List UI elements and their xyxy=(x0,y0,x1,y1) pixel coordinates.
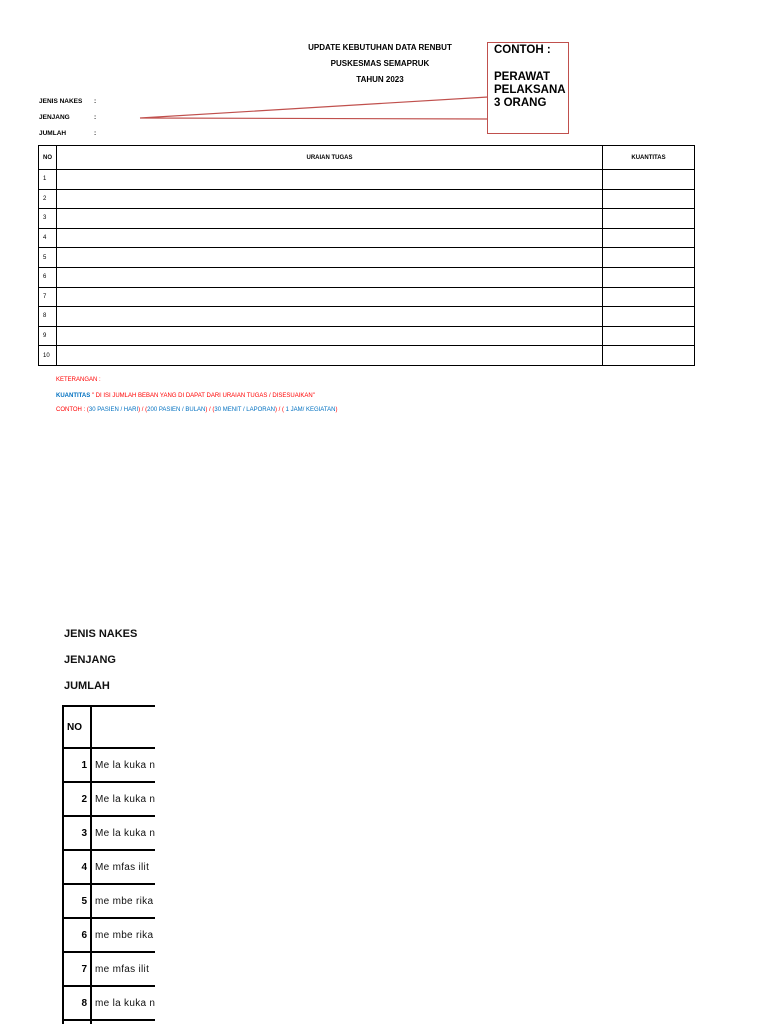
meta-label-jumlah: JUMLAH xyxy=(39,130,67,137)
uraian-cell[interactable] xyxy=(57,248,603,268)
snippet-header-no: NO xyxy=(63,706,91,748)
meta-colon: : xyxy=(94,130,97,137)
row-number: 2 xyxy=(39,189,57,209)
meta-label-jenjang: JENJANG xyxy=(39,114,70,121)
snippet-header-cell xyxy=(91,706,155,748)
row-number: 6 xyxy=(39,267,57,287)
title-line-2: PUSKESMAS SEMAPRUK xyxy=(330,59,430,68)
uraian-cell[interactable] xyxy=(57,189,603,209)
note-keterangan: KETERANGAN : xyxy=(56,377,101,383)
uraian-cell[interactable] xyxy=(57,267,603,287)
note-contoh-part: 200 PASIEN / BULAN xyxy=(147,407,206,413)
snippet-row-text: me mbe rika xyxy=(91,918,155,952)
snippet-row-number: 4 xyxy=(63,850,91,884)
zoomed-snippet xyxy=(60,620,155,1024)
note-contoh-part: 1 JAM/ KEGIATAN xyxy=(283,407,336,413)
uraian-cell[interactable] xyxy=(57,170,603,190)
note-contoh-part: ) / ( xyxy=(138,407,148,413)
snippet-row-number: 7 xyxy=(63,952,91,986)
snippet-row-number: 6 xyxy=(63,918,91,952)
title-line-1: UPDATE KEBUTUHAN DATA RENBUT xyxy=(308,43,452,52)
table-row xyxy=(39,326,695,346)
row-number: 5 xyxy=(39,248,57,268)
snippet-row-text: Me la kuka n xyxy=(91,816,155,850)
row-number: 4 xyxy=(39,228,57,248)
kuantitas-cell[interactable] xyxy=(603,346,695,366)
snippet-row-number: 5 xyxy=(63,884,91,918)
snippet-row xyxy=(63,952,155,986)
column-header-uraian-tugas: URAIAN TUGAS xyxy=(57,146,603,170)
kuantitas-cell[interactable] xyxy=(603,326,695,346)
uraian-cell[interactable] xyxy=(57,326,603,346)
uraian-cell[interactable] xyxy=(57,228,603,248)
snippet-row-number: 3 xyxy=(63,816,91,850)
snippet-row xyxy=(63,748,155,782)
row-number: 10 xyxy=(39,346,57,366)
snippet-row-number xyxy=(63,1020,91,1024)
snippet-row xyxy=(63,918,155,952)
note-contoh-part: 30 MENIT / LAPORAN xyxy=(214,407,275,413)
table-row xyxy=(39,209,695,229)
table-row xyxy=(39,248,695,268)
snippet-table xyxy=(62,705,155,1024)
kuantitas-cell[interactable] xyxy=(603,189,695,209)
kuantitas-cell[interactable] xyxy=(603,209,695,229)
kuantitas-cell[interactable] xyxy=(603,248,695,268)
kuantitas-cell[interactable] xyxy=(603,307,695,327)
snippet-row xyxy=(63,986,155,1020)
row-number: 7 xyxy=(39,287,57,307)
table-header-row xyxy=(39,146,695,170)
snippet-row xyxy=(63,884,155,918)
kuantitas-cell[interactable] xyxy=(603,170,695,190)
kuantitas-cell[interactable] xyxy=(603,267,695,287)
snippet-row-text xyxy=(91,1020,155,1024)
snippet-row-text: Me mfas ilit xyxy=(91,850,155,884)
row-number: 8 xyxy=(39,307,57,327)
column-header-kuantitas: KUANTITAS xyxy=(603,146,695,170)
snippet-row-number: 8 xyxy=(63,986,91,1020)
meta-colon: : xyxy=(94,98,97,105)
note-contoh-label: CONTOH : xyxy=(56,407,87,413)
snippet-row-number: 2 xyxy=(63,782,91,816)
example-callout-box xyxy=(487,42,569,134)
snippet-label-jumlah: JUMLAH xyxy=(64,680,110,692)
example-line-2: PELAKSANA xyxy=(494,84,566,96)
title-line-3: TAHUN 2023 xyxy=(356,75,404,84)
table-row xyxy=(39,228,695,248)
snippet-row-number: 1 xyxy=(63,748,91,782)
snippet-row xyxy=(63,850,155,884)
note-contoh-part: ) / ( xyxy=(205,407,215,413)
row-number: 9 xyxy=(39,326,57,346)
note-kuantitas xyxy=(56,393,315,399)
meta-label-jenis-nakes: JENIS NAKES xyxy=(39,98,83,105)
note-contoh-part: ( xyxy=(86,407,89,413)
note-contoh xyxy=(56,407,337,413)
row-number: 1 xyxy=(39,170,57,190)
snippet-row xyxy=(63,816,155,850)
table-row xyxy=(39,346,695,366)
meta-colon: : xyxy=(94,114,97,121)
note-contoh-part: 30 PASIEN / HARI xyxy=(88,407,139,413)
snippet-row-text: Me la kuka n xyxy=(91,782,155,816)
example-line-3: 3 ORANG xyxy=(494,97,547,109)
snippet-header-row xyxy=(63,706,155,748)
note-kuantitas-text: " DI ISI JUMLAH BEBAN YANG DI DAPAT DARI URAIAN TUGAS / DISESUAIKAN" xyxy=(90,393,315,399)
uraian-cell[interactable] xyxy=(57,307,603,327)
example-title: CONTOH : xyxy=(494,44,551,56)
example-line-1: PERAWAT xyxy=(494,71,551,83)
snippet-row xyxy=(63,1020,155,1024)
table-row xyxy=(39,287,695,307)
snippet-row-text: Me la kuka n xyxy=(91,748,155,782)
note-kuantitas-label: KUANTITAS xyxy=(56,393,91,399)
snippet-label-jenis-nakes: JENIS NAKES xyxy=(64,628,138,640)
table-row xyxy=(39,307,695,327)
note-contoh-part: ) / ( xyxy=(274,407,284,413)
uraian-cell[interactable] xyxy=(57,287,603,307)
table-row xyxy=(39,267,695,287)
table-row xyxy=(39,170,695,190)
kuantitas-cell[interactable] xyxy=(603,228,695,248)
table-row xyxy=(39,189,695,209)
snippet-row-text: me la kuka n xyxy=(91,986,155,1020)
kuantitas-cell[interactable] xyxy=(603,287,695,307)
task-table xyxy=(38,145,695,366)
snippet-row xyxy=(63,782,155,816)
snippet-row-text: me mbe rika xyxy=(91,884,155,918)
snippet-row-text: me mfas ilit xyxy=(91,952,155,986)
note-contoh-part: ) xyxy=(335,407,338,413)
snippet-label-jenjang: JENJANG xyxy=(64,654,116,666)
uraian-cell[interactable] xyxy=(57,346,603,366)
row-number: 3 xyxy=(39,209,57,229)
uraian-cell[interactable] xyxy=(57,209,603,229)
column-header-no: NO xyxy=(39,146,57,170)
